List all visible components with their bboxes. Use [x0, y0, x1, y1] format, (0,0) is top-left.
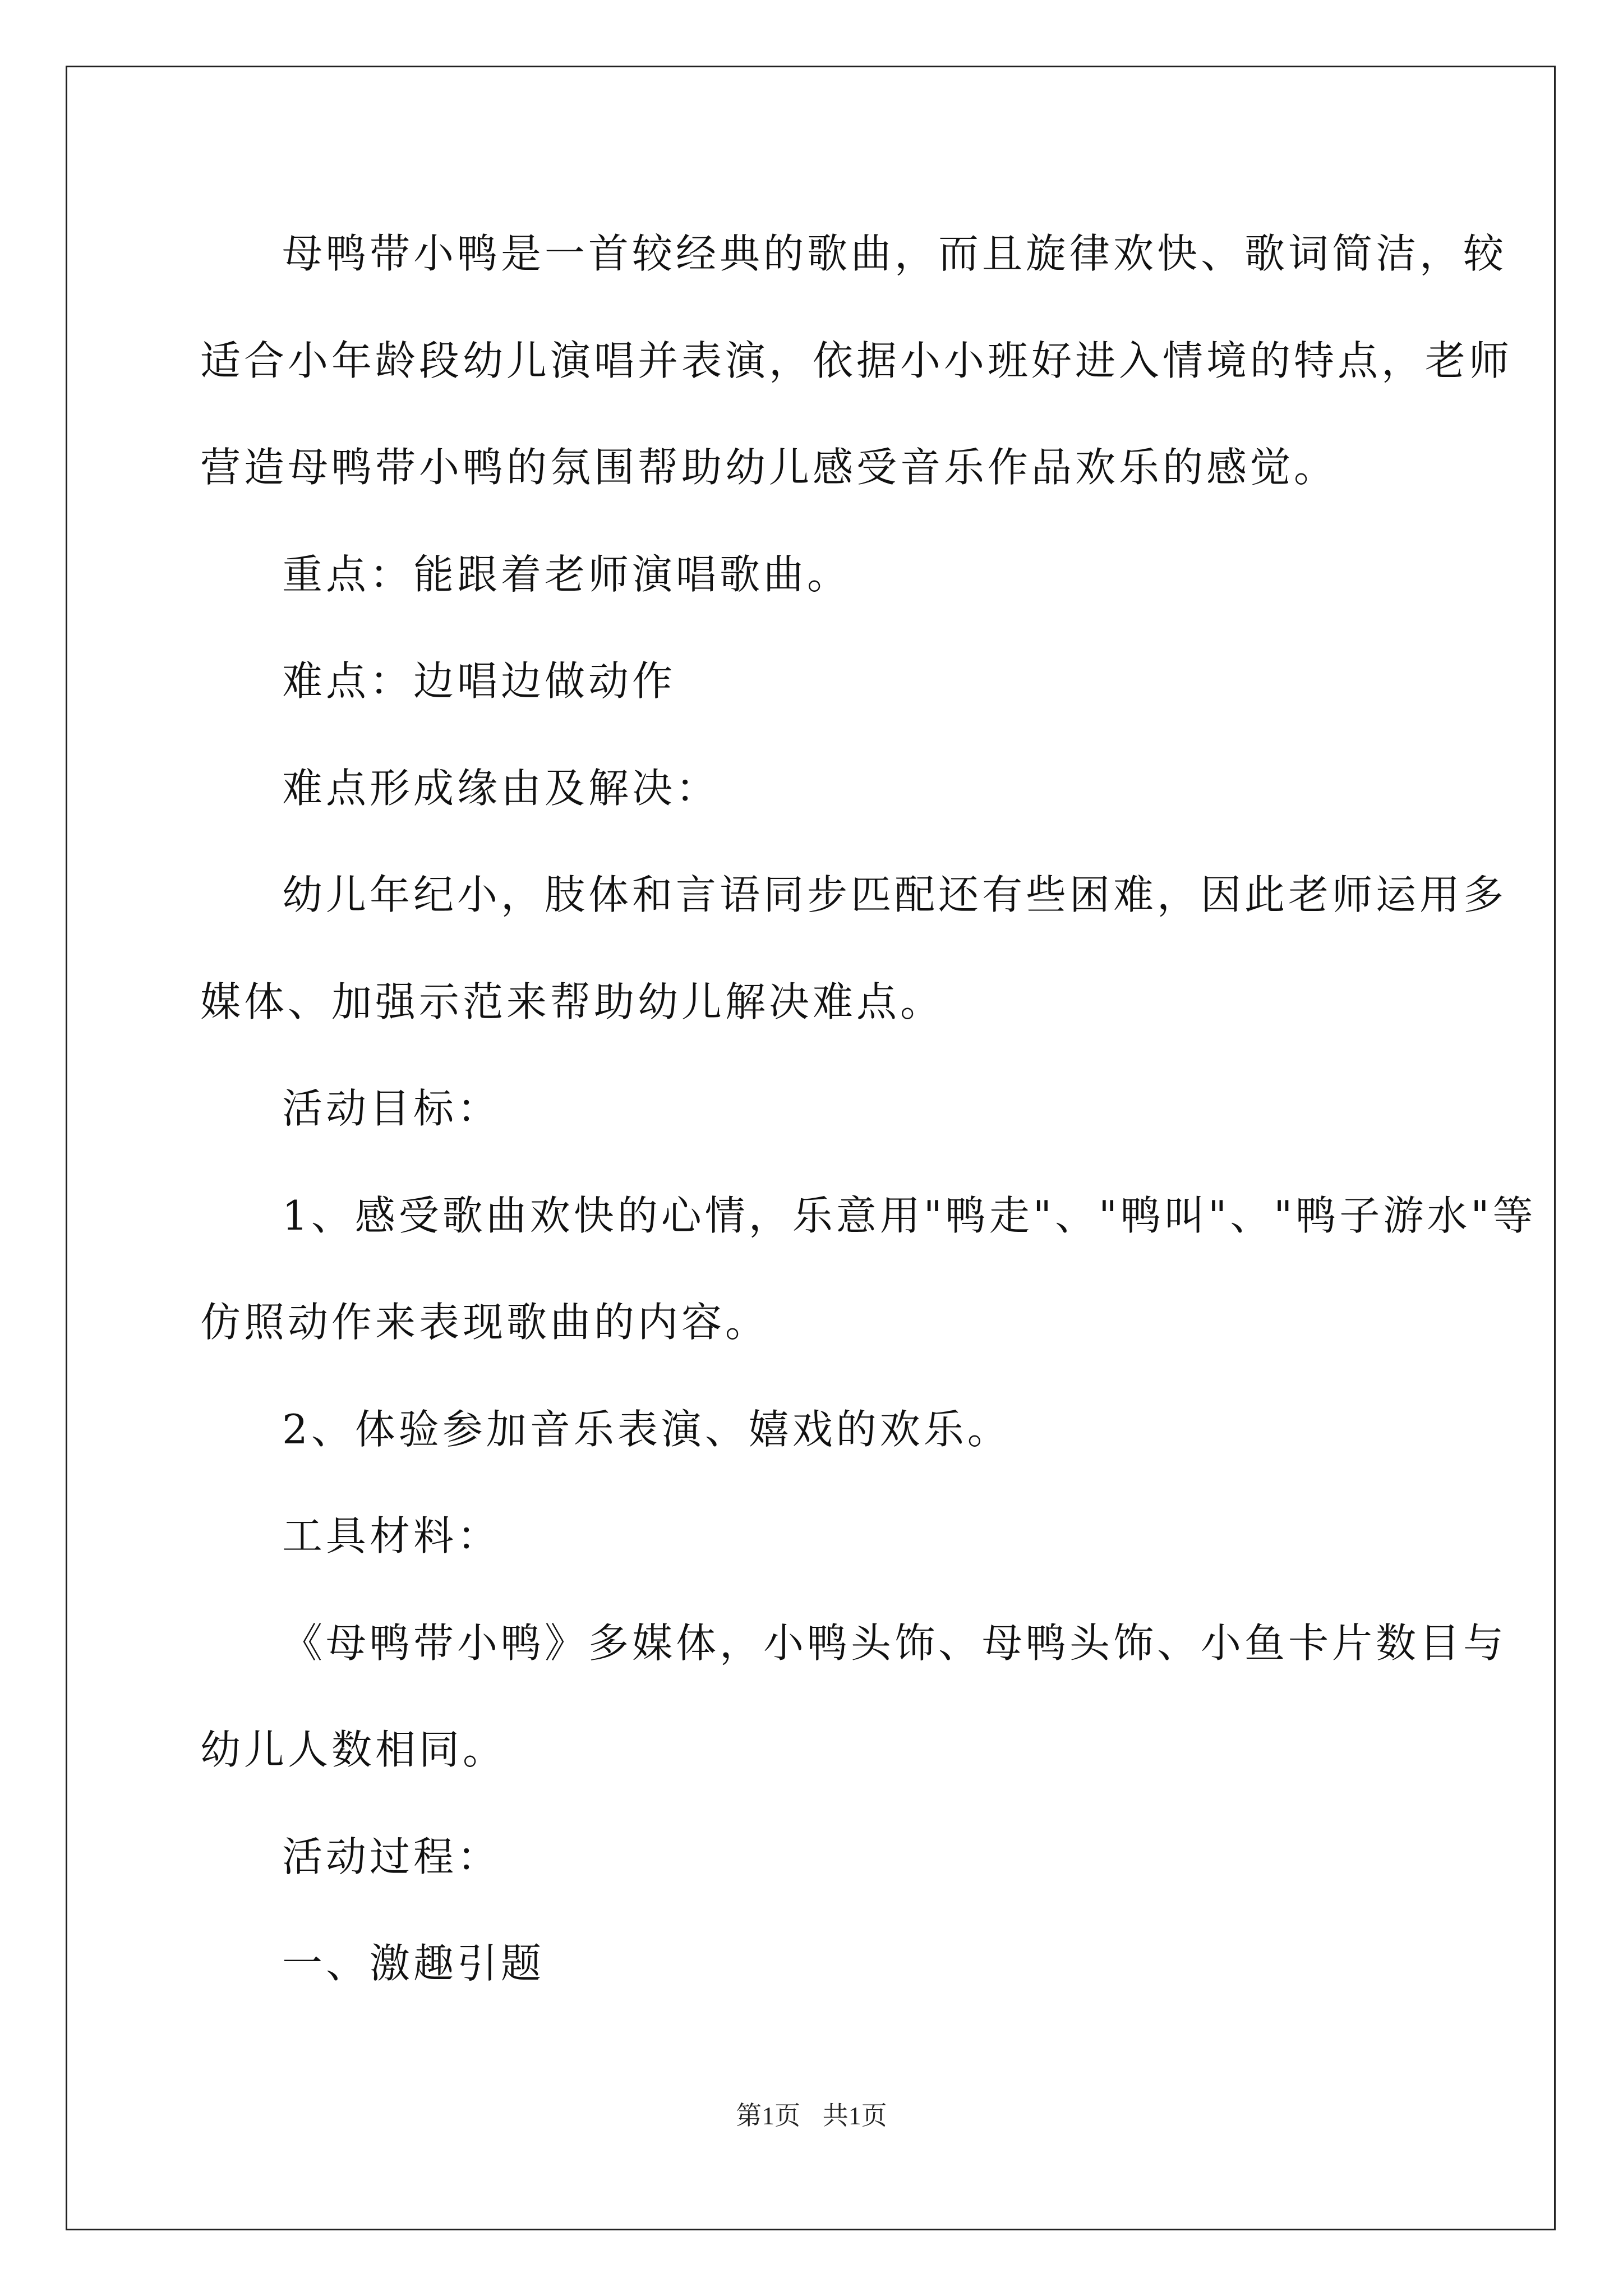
- paragraph-line: 母鸭带小鸭是一首较经典的歌曲，而且旋律欢快、歌词简洁，较: [282, 230, 1507, 277]
- paragraph-line: 幼儿年纪小，肢体和言语同步匹配还有些困难，因此老师运用多: [282, 871, 1507, 918]
- paragraph-line: 难点形成缘由及解决：: [282, 765, 720, 812]
- paragraph-line: 营造母鸭带小鸭的氛围帮助幼儿感受音乐作品欢乐的感觉。: [200, 444, 1338, 491]
- paragraph-line: 活动过程：: [282, 1833, 501, 1880]
- paragraph-line: 1、感受歌曲欢快的心情，乐意用"鸭走"、"鸭叫"、"鸭子游水"等: [282, 1192, 1537, 1239]
- paragraph-line: 幼儿人数相同。: [200, 1726, 507, 1773]
- paragraph-line: 《母鸭带小鸭》多媒体，小鸭头饰、母鸭头饰、小鱼卡片数目与: [282, 1619, 1507, 1667]
- paragraph-line: 活动目标：: [282, 1085, 501, 1132]
- paragraph-line: 2、体验参加音乐表演、嬉戏的欢乐。: [282, 1406, 1011, 1453]
- paragraph-line: 重点：能跟着老师演唱歌曲。: [282, 551, 851, 598]
- paragraph-line: 媒体、加强示范来帮助幼儿解决难点。: [200, 978, 944, 1025]
- paragraph-line: 难点：边唱边做动作: [282, 657, 676, 705]
- page-border: [66, 66, 1556, 2230]
- page-number: 第1页: [736, 2101, 801, 2130]
- paragraph-line: 一、激趣引题: [282, 1940, 545, 1987]
- paragraph-line: 适合小年龄段幼儿演唱并表演，依据小小班好进入情境的特点，老师: [200, 337, 1513, 384]
- page-total: 共1页: [822, 2101, 887, 2130]
- paragraph-line: 工具材料：: [282, 1512, 501, 1559]
- paragraph-line: 仿照动作来表现歌曲的内容。: [200, 1299, 769, 1346]
- page-footer: [0, 2099, 1623, 2133]
